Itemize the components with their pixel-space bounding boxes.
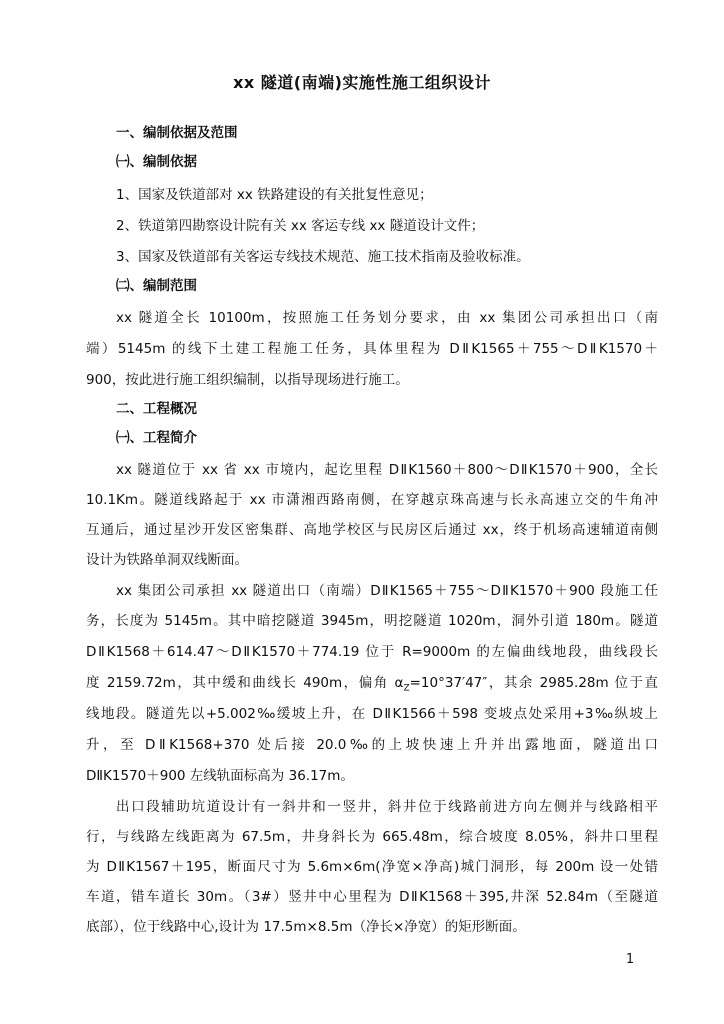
basis-item-1: 1、国家及铁道部对 xx 铁路建设的有关批复性意见； xyxy=(116,187,433,203)
section-heading-2: 二、工程概况 xyxy=(116,401,197,417)
document-title: xx 隧道(南端)实施性施工组织设计 xyxy=(233,73,491,92)
paragraph-line: 行，与线路左线距离为 67.5m，井身斜长为 665.48m，综合坡度 8.05%，斜井口里程 xyxy=(86,829,658,845)
page-number: 1 xyxy=(625,952,635,967)
basis-item-3: 3、国家及铁道部有关客运专线技术规范、施工技术指南及验收标准。 xyxy=(116,249,530,265)
paragraph-line: 务，长度为 5145m。其中暗挖隧道 3945m，明挖隧道 1020m，洞外引道 180m。隧道 xyxy=(86,613,658,629)
subsection-heading-basis: ㈠、编制依据 xyxy=(116,154,197,170)
paragraph-line: xx 集团公司承担 xx 隧道出口（南端）DⅡK1565＋755～DⅡK1570＋900 段施工任 xyxy=(116,583,658,599)
paragraph-line: 端）5145m 的线下土建工程施工任务，具体里程为 DⅡK1565＋755～DⅡK1570＋ xyxy=(86,341,658,357)
paragraph-line: 900，按此进行施工组织编制，以指导现场进行施工。 xyxy=(86,372,409,388)
paragraph-line: 车道，错车道长 30m。（3#）竖井中心里程为 DⅡK1568＋395,井深 52.84m（至隧道 xyxy=(86,889,658,905)
paragraph-line: 度 2159.72m，其中缓和曲线长 490m，偏角 $\alpha_Z=10^\circ 37'47''$，其余 2985.28m 位于直 xyxy=(86,675,658,694)
paragraph-line: 为 DⅡK1567＋195，断面尺寸为 5.6m×6m(净宽×净高)城门洞形，每 200m 设一处错 xyxy=(86,859,658,875)
paragraph-line: DⅡK1568＋614.47～DⅡK1570＋774.19 位于 R=9000m 的左偏曲线地段，曲线段长 xyxy=(86,644,658,660)
paragraph-line: 互通后，通过星沙开发区密集群、高地学校区与民房区后通过 xx，终于机场高速辅道南侧 xyxy=(86,522,658,538)
paragraph-line: 出口段辅助坑道设计有一斜井和一竖井，斜井位于线路前进方向左侧并与线路相平 xyxy=(116,799,658,815)
paragraph-line: 线地段。隧道先以+5.002‰缓坡上升，在 DⅡK1566＋598 变坡点处采用+3‰纵坡上 xyxy=(86,706,658,722)
paragraph-line: DⅡK1570＋900 左线轨面标高为 36.17m。 xyxy=(86,768,354,784)
paragraph-line: 设计为铁路单洞双线断面。 xyxy=(86,552,248,568)
paragraph-line: 升，至 DⅡK1568+370 处后接 20.0‰的上坡快速上升并出露地面，隧道出口 xyxy=(86,737,658,753)
paragraph-line: 底部），位于线路中心,设计为 17.5m×8.5m（净长×净宽）的矩形断面。 xyxy=(86,919,526,935)
paragraph-line: xx 隧道位于 xx 省 xx 市境内，起讫里程 DⅡK1560＋800～DⅡK1570＋900，全长 xyxy=(116,462,658,478)
paragraph-line: xx 隧道全长 10100m，按照施工任务划分要求，由 xx 集团公司承担出口（南 xyxy=(116,310,658,326)
basis-item-2: 2、铁道第四勘察设计院有关 xx 客运专线 xx 隧道设计文件； xyxy=(116,218,485,234)
subsection-heading-intro: ㈠、工程简介 xyxy=(116,430,197,446)
subsection-heading-scope: ㈡、编制范围 xyxy=(116,278,197,294)
paragraph-line: 10.1Km。隧道线路起于 xx 市潇湘西路南侧，在穿越京珠高速与长永高速立交的牛角冲 xyxy=(86,492,658,508)
section-heading-1: 一、编制依据及范围 xyxy=(116,125,238,141)
